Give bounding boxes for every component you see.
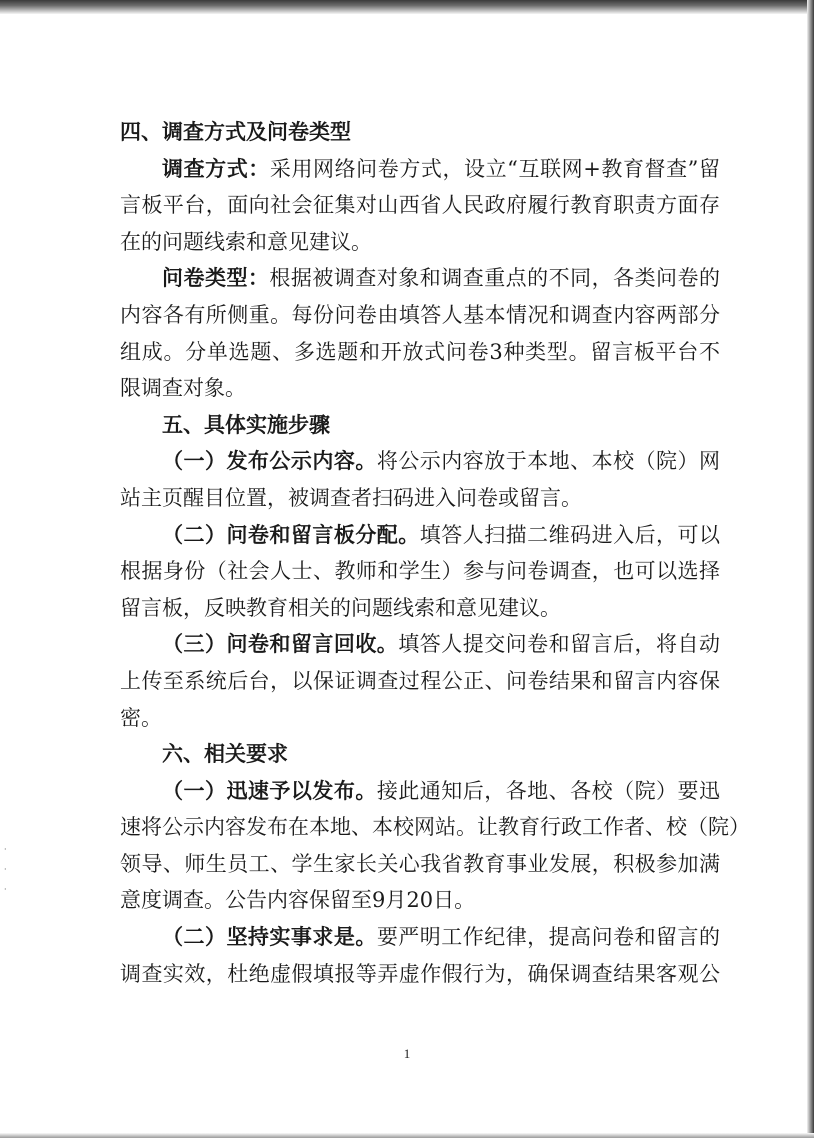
paragraph-line: 留言板，反映教育相关的问题线索和意见建议。	[120, 595, 561, 620]
paragraph-step-3: （三）问卷和留言回收。填答人提交问卷和留言后，将自动	[162, 632, 720, 657]
paragraph-line: 意度调查。公告内容保留至9月20日。	[120, 888, 476, 913]
paragraph-line: 在的问题线索和意见建议。	[120, 229, 372, 254]
page-number: 1	[403, 1046, 411, 1061]
paragraph-line: 内容各有所侧重。每份问卷由填答人基本情况和调查内容两部分	[120, 302, 720, 327]
scan-speckles: · · ·	[4, 845, 7, 894]
document-body	[120, 114, 750, 992]
label-questionnaire-type: 问卷类型：	[162, 266, 270, 291]
paragraph-requirement-2: （二）坚持实事求是。要严明工作纪律，提高问卷和留言的	[162, 925, 721, 950]
paragraph-line: 站主页醒目位置，被调查者扫码进入问卷或留言。	[120, 485, 582, 510]
paragraph-survey-method: 调查方式：采用网络问卷方式，设立“互联网+教育督查”留	[162, 156, 720, 181]
paragraph-questionnaire-type: 问卷类型：根据被调查对象和调查重点的不同，各类问卷的	[162, 266, 721, 291]
label-step-2: （二）问卷和留言板分配。	[162, 522, 420, 547]
label-requirement-2: （二）坚持实事求是。	[162, 925, 377, 950]
paragraph-line: 调查实效，杜绝虚假填报等弄虚作假行为，确保调查结果客观公	[120, 961, 720, 986]
paragraph-requirement-1: （一）迅速予以发布。接此通知后，各地、各校（院）要迅	[162, 778, 721, 803]
section-heading-6: 六、相关要求	[162, 742, 288, 767]
label-requirement-1: （一）迅速予以发布。	[162, 778, 377, 803]
paragraph-step-1: （一）发布公示内容。将公示内容放于本地、本校（院）网	[162, 449, 721, 474]
paragraph-step-2: （二）问卷和留言板分配。填答人扫描二维码进入后，可以	[162, 522, 721, 547]
paragraph-line: 速将公示内容发布在本地、本校网站。让教育行政工作者、校（院）	[120, 815, 750, 840]
paragraph-line: 密。	[120, 705, 162, 730]
paragraph-line: 上传至系统后台，以保证调查过程公正、问卷结果和留言内容保	[120, 668, 720, 693]
scan-border-bottom	[0, 1133, 814, 1138]
scan-border-right	[807, 0, 814, 1138]
section-heading-4: 四、调查方式及问卷类型	[120, 120, 351, 144]
paragraph-line: 组成。分单选题、多选题和开放式问卷3种类型。留言板平台不	[120, 339, 720, 364]
paragraph-line: 言板平台，面向社会征集对山西省人民政府履行教育职责方面存	[120, 193, 720, 218]
section-heading-5: 五、具体实施步骤	[162, 412, 330, 437]
paragraph-line: 限调查对象。	[120, 376, 246, 401]
label-step-3: （三）问卷和留言回收。	[162, 632, 399, 657]
paragraph-line: 根据身份（社会人士、教师和学生）参与问卷调查，也可以选择	[120, 559, 720, 584]
label-survey-method: 调查方式：	[162, 156, 270, 181]
label-step-1: （一）发布公示内容。	[162, 449, 377, 474]
scan-border-top	[0, 0, 814, 14]
paragraph-line: 领导、师生员工、学生家长关心我省教育事业发展，积极参加满	[120, 851, 720, 876]
